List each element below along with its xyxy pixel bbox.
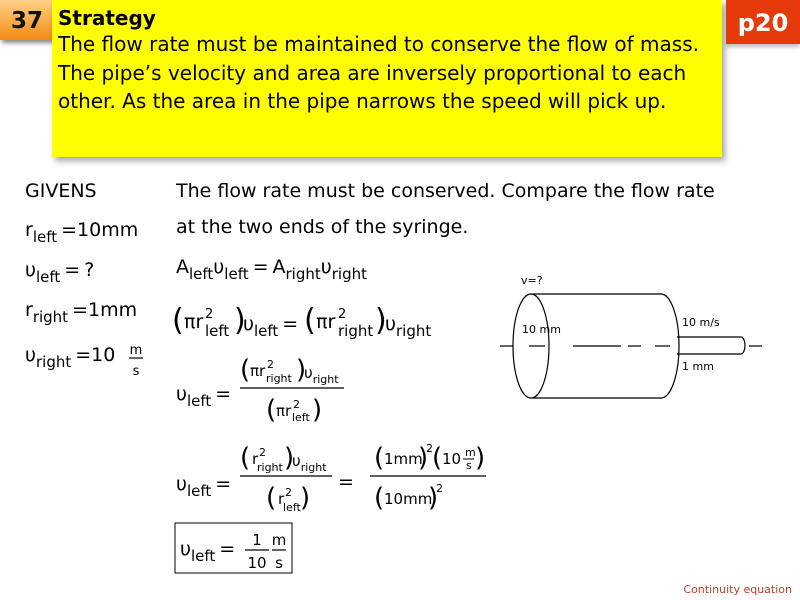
svg-text:υleft=: $\upsilon_{left}$ = xyxy=(176,383,232,410)
svg-text:right: right xyxy=(257,461,283,474)
svg-text:=: = xyxy=(338,471,354,493)
svg-text:): ) xyxy=(475,443,486,473)
svg-text:left: left xyxy=(283,501,301,514)
diagram-v-label: v=? xyxy=(521,274,543,287)
given-v-right-unit-bottom: s xyxy=(132,364,140,379)
svg-text:(: ( xyxy=(374,483,385,513)
banner-body: The flow rate must be maintained to conserve the flow of mass. The pipe’s velocity and area are inversely proportional to each other. As the area in the pipe narrows the speed will pick up. xyxy=(58,32,699,113)
diagram-left-radius: 10 mm xyxy=(522,323,561,336)
slide-caption: Continuity equation xyxy=(683,583,792,596)
result-denominator: 10 xyxy=(247,554,267,572)
given-v-right xyxy=(25,343,143,379)
svg-text:πr: πr xyxy=(250,362,266,380)
svg-text:): ) xyxy=(312,395,323,425)
equation-conservation xyxy=(176,256,367,283)
svg-text:): ) xyxy=(375,303,387,338)
diagram-right-radius: 1 mm xyxy=(682,360,714,373)
given-r-right xyxy=(25,299,137,326)
svg-text:10mm: 10mm xyxy=(384,490,433,508)
svg-text:2: 2 xyxy=(205,307,214,322)
page-tag-text: p20 xyxy=(737,9,789,37)
svg-text:υleft=?: $\upsilon_{left}$ = ? xyxy=(25,259,95,286)
svg-text:right: right xyxy=(266,372,292,385)
svg-text:m: m xyxy=(465,446,476,459)
equation-areas xyxy=(172,303,431,340)
svg-text:2: 2 xyxy=(426,442,433,455)
svg-text:): ) xyxy=(284,443,295,473)
svg-text:υright: $\upsilon_{right}$ xyxy=(385,313,432,340)
given-r-left xyxy=(25,219,138,246)
givens-title: GIVENS xyxy=(25,180,97,202)
explanation-line-2: at the two ends of the syringe. xyxy=(176,216,469,238)
svg-text:r: r xyxy=(252,450,259,468)
svg-text:(: ( xyxy=(172,303,184,338)
equation-substitution xyxy=(176,442,486,514)
svg-text:πr: πr xyxy=(276,402,292,420)
result-numerator: 1 xyxy=(252,531,262,549)
svg-text:left: left xyxy=(292,411,310,424)
given-v-left-value: ? xyxy=(84,259,95,281)
svg-text:υleft=: $\upsilon_{left}$ = xyxy=(180,538,236,565)
svg-text:): ) xyxy=(428,483,439,513)
svg-text:(: ( xyxy=(240,355,251,385)
svg-text:10: 10 xyxy=(442,450,462,468)
equation-solve-fraction xyxy=(176,355,344,425)
svg-text:1mm: 1mm xyxy=(384,450,423,468)
given-r-left-value: 10mm xyxy=(77,219,139,241)
svg-text:(: ( xyxy=(304,303,316,338)
svg-text:): ) xyxy=(234,303,246,338)
result-unit-top: m xyxy=(271,531,287,549)
svg-text:2: 2 xyxy=(259,446,266,459)
svg-text:υright: $\upsilon_{right}$ xyxy=(304,364,339,386)
svg-text:right: right xyxy=(338,322,374,340)
svg-text:2: 2 xyxy=(293,398,300,411)
svg-text:2: 2 xyxy=(436,482,443,495)
svg-text:rleft=10mm: $r_{left} =10mm$ xyxy=(25,219,139,246)
svg-text:υright: $\upsilon_{right}$ xyxy=(292,452,327,474)
svg-text:): ) xyxy=(418,443,429,473)
given-v-right-unit-top: m xyxy=(129,343,143,358)
svg-text:s: s xyxy=(466,459,472,472)
given-v-right-value: 10 xyxy=(91,344,116,366)
svg-text:r: r xyxy=(278,490,285,508)
syringe-diagram xyxy=(500,274,762,398)
svg-text:υright=10: $\upsilon_{right} =10$ xyxy=(25,344,116,371)
svg-text:2: 2 xyxy=(338,307,347,322)
svg-text:rright=1mm: $r_{right} =1mm$ xyxy=(25,299,138,326)
svg-text:Aleftυleft=Arightυright: $A_{left}\upsilon_{left} = A_{right}\upsilon_{right}$ xyxy=(176,256,368,283)
svg-text:υleft=: $\upsilon_{left}$ = xyxy=(176,473,232,500)
svg-text:(: ( xyxy=(432,443,443,473)
svg-text:υleft=: $\upsilon_{left}$ = xyxy=(243,313,299,340)
explanation-line-1: The flow rate must be conserved. Compare the flow rate xyxy=(176,180,715,202)
svg-text:(: ( xyxy=(266,483,277,513)
svg-text:(: ( xyxy=(266,395,277,425)
svg-text:): ) xyxy=(296,355,307,385)
diagram-right-speed: 10 m/s xyxy=(682,316,720,329)
svg-text:πr: πr xyxy=(316,311,336,333)
slide-number: 37 xyxy=(10,8,43,34)
banner-title: Strategy xyxy=(58,6,156,30)
result-box xyxy=(175,523,292,573)
given-r-right-value: 1mm xyxy=(87,299,138,321)
svg-text:): ) xyxy=(300,483,311,513)
svg-text:(: ( xyxy=(240,443,251,473)
svg-text:left: left xyxy=(205,322,230,340)
svg-text:2: 2 xyxy=(267,358,274,371)
svg-text:2: 2 xyxy=(285,486,292,499)
given-v-left xyxy=(25,259,94,286)
svg-text:πr: πr xyxy=(184,311,204,333)
svg-text:(: ( xyxy=(374,443,385,473)
result-unit-bottom: s xyxy=(275,554,283,572)
